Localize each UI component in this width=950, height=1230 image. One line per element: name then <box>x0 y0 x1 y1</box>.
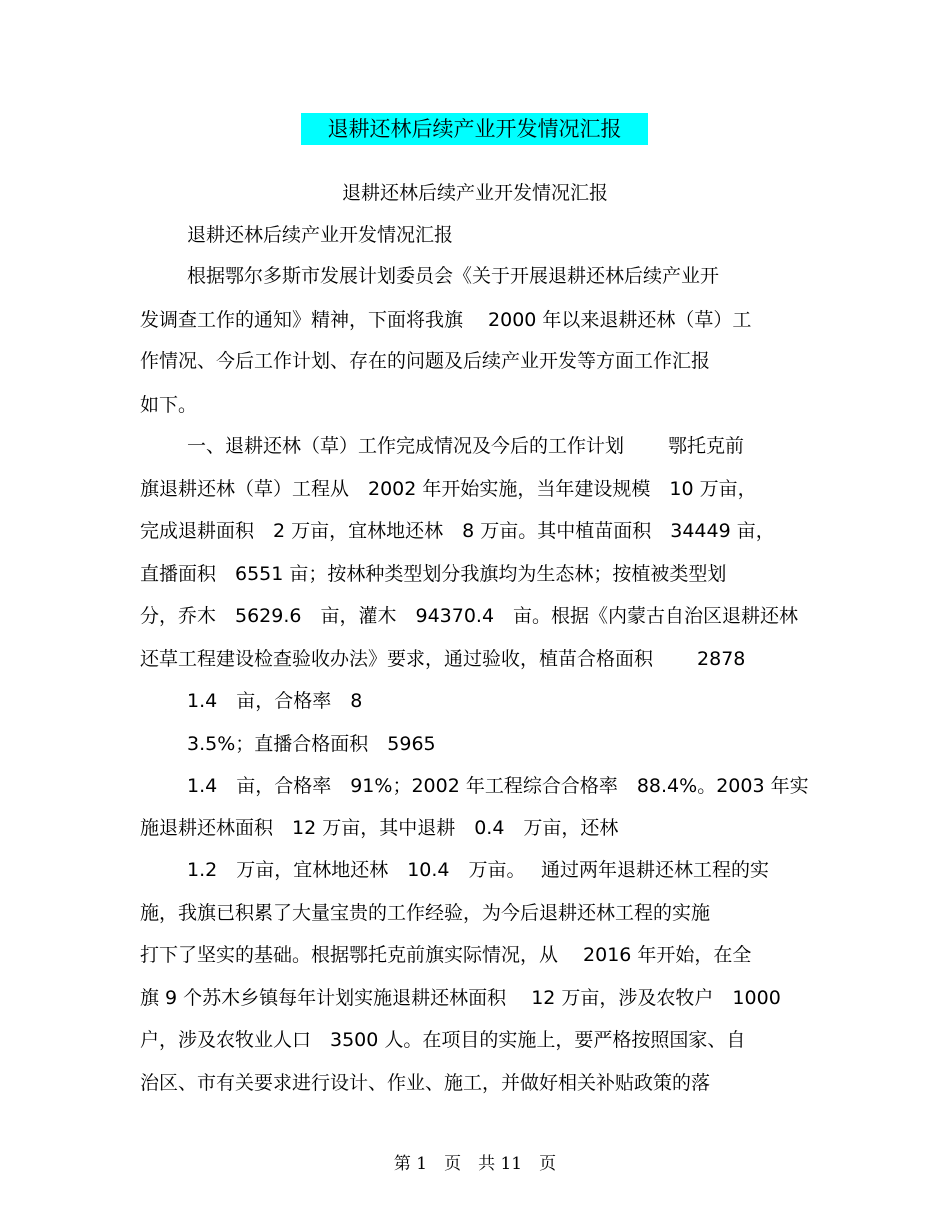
body-line: 根据鄂尔多斯市发展计划委员会《关于开展退耕还林后续产业开 <box>187 265 720 287</box>
document-title: 退耕还林后续产业开发情况汇报 <box>301 113 648 145</box>
body-line: 1.2 万亩，宜林地还林 10.4 万亩。 通过两年退耕还林工程的实 <box>187 859 770 881</box>
body-line: 打下了坚实的基础。根据鄂托克前旗实际情况，从 2016 年开始，在全 <box>140 944 752 966</box>
body-line: 直播面积 6551 亩；按林种类型划分我旗均为生态林；按植被类型划 <box>140 563 727 585</box>
body-line: 如下。 <box>140 394 198 416</box>
body-line: 还草工程建设检查验收办法》要求，通过验收，植苗合格面积 2878 <box>140 648 746 670</box>
body-line: 作情况、今后工作计划、存在的问题及后续产业开发等方面工作汇报 <box>140 350 711 372</box>
body-line: 分，乔木 5629.6 亩，灌木 94370.4 亩。根据《内蒙古自治区退耕还林 <box>140 605 799 627</box>
body-line: 完成退耕面积 2 万亩，宜林地还林 8 万亩。其中植苗面积 34449 亩， <box>140 520 775 542</box>
body-line: 治区、市有关要求进行设计、作业、施工，并做好相关补贴政策的落 <box>140 1072 711 1094</box>
body-line: 施退耕还林面积 12 万亩，其中退耕 0.4 万亩，还林 <box>140 817 619 839</box>
document-subtitle: 退耕还林后续产业开发情况汇报 <box>341 182 608 204</box>
body-line: 一、退耕还林（草）工作完成情况及今后的工作计划 鄂托克前 <box>187 435 745 457</box>
body-line: 1.4 亩，合格率 91%；2002 年工程综合合格率 88.4%。2003 年实 <box>187 775 809 797</box>
body-line: 退耕还林后续产业开发情况汇报 <box>187 224 454 246</box>
body-line: 1.4 亩，合格率 8 <box>187 690 363 712</box>
body-line: 施，我旗已积累了大量宝贵的工作经验，为今后退耕还林工程的实施 <box>140 902 711 924</box>
page-number: 第 1 页 共 11 页 <box>393 1154 557 1174</box>
body-line: 3.5%；直播合格面积 5965 <box>187 733 436 755</box>
body-line: 户，涉及农牧业人口 3500 人。在项目的实施上，要严格按照国家、自 <box>140 1029 746 1051</box>
body-line: 旗 9 个苏木乡镇每年计划实施退耕还林面积 12 万亩，涉及农牧户 1000 <box>140 987 781 1009</box>
body-line: 旗退耕还林（草）工程从 2002 年开始实施，当年建设规模 10 万亩， <box>140 478 757 500</box>
body-line: 发调查工作的通知》精神，下面将我旗 2000 年以来退耕还林（草）工 <box>140 309 752 331</box>
